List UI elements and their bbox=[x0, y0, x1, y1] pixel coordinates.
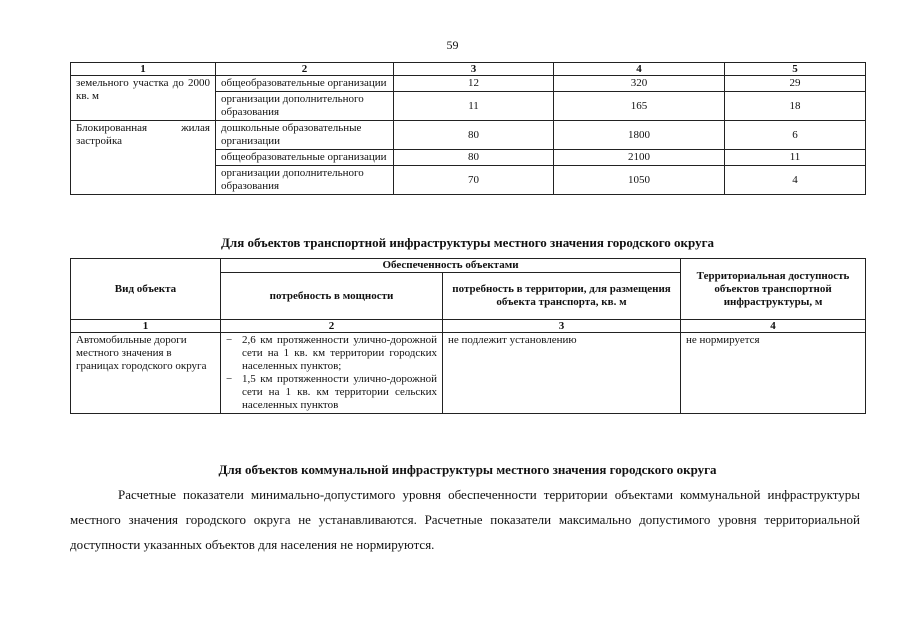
accessibility-cell: не нормируется bbox=[681, 333, 866, 414]
body-paragraph: Расчетные показатели минимально-допустимого уровня обеспеченности территории объектами коммунальной инфраструктуры местного значения городского округа не устанавливаются. Расчетные показатели максимально допустимого уровня территориальной доступности указанных объектов для населения не нормируются. bbox=[70, 487, 860, 552]
organization-type-cell: общеобразовательные организации bbox=[216, 76, 394, 92]
organization-type-cell: организации дополнительного образования bbox=[216, 166, 394, 195]
territory-cell: не подлежит установлению bbox=[443, 333, 681, 414]
section-heading-transport: Для объектов транспортной инфраструктуры местного значения городского округа bbox=[220, 235, 714, 250]
column-number: 3 bbox=[394, 63, 554, 76]
column-number: 5 bbox=[725, 63, 866, 76]
organization-type-cell: дошкольные образовательные организации bbox=[216, 121, 394, 150]
column-header-object-type: Вид объекта bbox=[71, 259, 221, 320]
value-cell: 80 bbox=[394, 150, 554, 166]
list-item: − 1,5 км протяженности улично-дорожной сети на 1 кв. км территории сельских населенных пунктов bbox=[226, 373, 437, 412]
capacity-list bbox=[226, 334, 437, 412]
value-cell: 18 bbox=[725, 92, 866, 121]
development-type-cell: Блокированная жилая застройка bbox=[71, 121, 216, 195]
list-item: − 2,6 км протяженности улично-дорожной сети на 1 кв. км территории городских населенных пунктов; bbox=[226, 334, 437, 373]
column-number: 1 bbox=[71, 320, 221, 333]
value-cell: 11 bbox=[394, 92, 554, 121]
column-number: 2 bbox=[216, 63, 394, 76]
table-header-row bbox=[71, 63, 866, 76]
value-cell: 12 bbox=[394, 76, 554, 92]
value-cell: 1800 bbox=[554, 121, 725, 150]
section-heading-communal: Для объектов коммунальной инфраструктуры местного значения городского округа bbox=[218, 462, 717, 477]
column-number-row bbox=[71, 320, 866, 333]
value-cell: 4 bbox=[725, 166, 866, 195]
column-header-accessibility: Территориальная доступность объектов транспортной инфраструктуры, м bbox=[681, 259, 866, 320]
value-cell: 29 bbox=[725, 76, 866, 92]
value-cell: 165 bbox=[554, 92, 725, 121]
column-number: 4 bbox=[554, 63, 725, 76]
table-row bbox=[71, 76, 866, 92]
column-number: 4 bbox=[681, 320, 866, 333]
column-header-territory: потребность в территории, для размещения объекта транспорта, кв. м bbox=[443, 273, 681, 320]
column-number: 3 bbox=[443, 320, 681, 333]
organization-type-cell: общеобразовательные организации bbox=[216, 150, 394, 166]
table-header-row bbox=[71, 259, 866, 273]
value-cell: 11 bbox=[725, 150, 866, 166]
object-type-cell: Автомобильные дороги местного значения в границах городского округа bbox=[71, 333, 221, 414]
value-cell: 6 bbox=[725, 121, 866, 150]
value-cell: 1050 bbox=[554, 166, 725, 195]
development-type-cell: земельного участка до 2000 кв. м bbox=[71, 76, 216, 121]
table-row bbox=[71, 333, 866, 414]
planning-norms-table bbox=[70, 62, 866, 195]
column-number: 2 bbox=[221, 320, 443, 333]
value-cell: 2100 bbox=[554, 150, 725, 166]
value-cell: 80 bbox=[394, 121, 554, 150]
transport-infrastructure-table bbox=[70, 258, 866, 414]
column-number: 1 bbox=[71, 63, 216, 76]
page-number: 59 bbox=[446, 38, 459, 52]
table-row bbox=[71, 121, 866, 150]
organization-type-cell: организации дополнительного образования bbox=[216, 92, 394, 121]
value-cell: 320 bbox=[554, 76, 725, 92]
value-cell: 70 bbox=[394, 166, 554, 195]
capacity-cell bbox=[221, 333, 443, 414]
column-header-provision: Обеспеченность объектами bbox=[221, 259, 681, 273]
column-header-capacity: потребность в мощности bbox=[221, 273, 443, 320]
